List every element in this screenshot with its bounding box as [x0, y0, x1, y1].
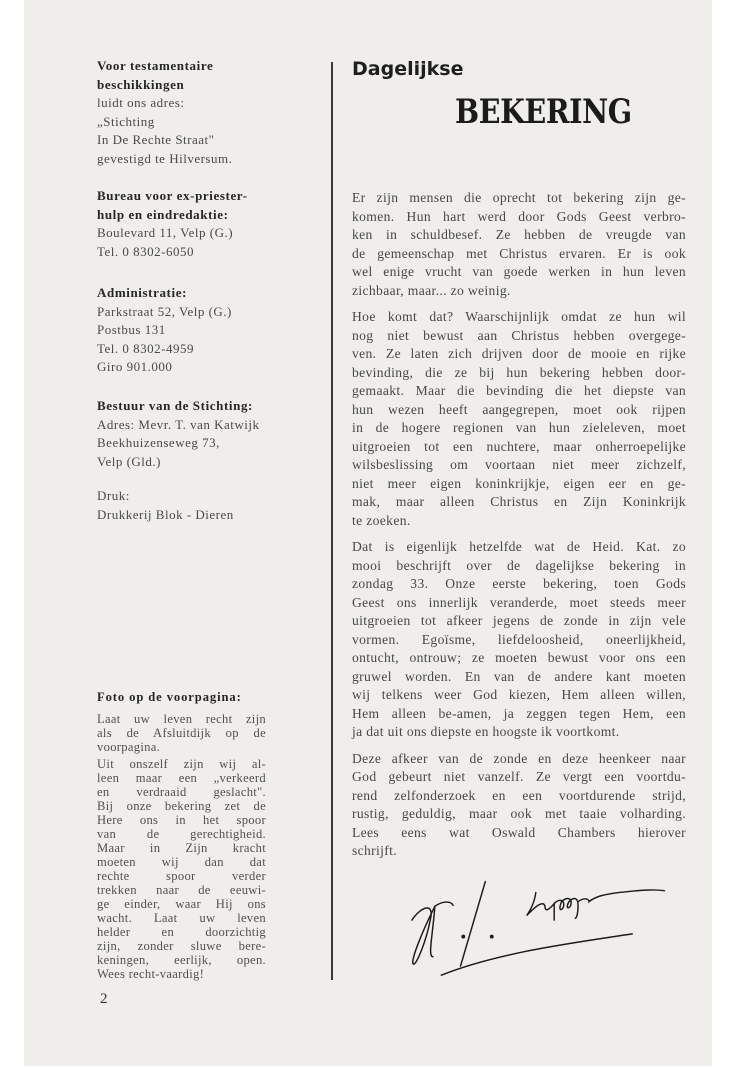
colophon-line: In De Rechte Straat"	[97, 132, 215, 148]
text-line: ontucht, ontrouw; ze moeten bewust voor ons een	[352, 650, 686, 665]
text-line: nog niet bewust aan Christus hebben overgege-	[352, 327, 686, 343]
colophon-block	[97, 187, 322, 261]
colophon-line: Giro 901.000	[97, 359, 173, 375]
text-line: rechte spoor verder	[97, 869, 266, 883]
colophon-block	[97, 397, 322, 471]
text-line: ken in schuldbesef. Ze hebben de vreugde van	[352, 227, 686, 242]
cover-photo-heading: Foto op de voorpagina:	[97, 690, 242, 704]
text-line: wel enige vrucht van goede werken in hun leven	[352, 264, 686, 279]
text-line: Laat uw leven recht zijn	[97, 712, 266, 726]
colophon-line: Tel. 0 8302-6050	[97, 243, 194, 259]
text-line: leen maar een „verkeerd	[97, 771, 266, 785]
colophon-line: Tel. 0 8302-4959	[97, 340, 194, 356]
text-line: gemaakt. Maar die bevinding die het diepste van	[352, 383, 686, 398]
text-line: komen. Hun hart werd door Gods Geest verbro-	[352, 208, 686, 224]
text-line: ven. Ze laten zich drijven door de mooie en rijke	[352, 346, 686, 361]
text-line: uitgroeien tot afkeer jegens de zonde in zijn vele	[352, 613, 686, 628]
text-line: als de Afsluitdijk op de	[97, 726, 266, 740]
text-line: te zoeken.	[352, 512, 411, 528]
text-line: mak, maar alleen Christus en Zijn Koninkrijk	[352, 494, 686, 509]
colophon-heading: Bureau voor ex-priester-	[97, 188, 248, 203]
text-line: ge einder, waar Hij ons	[97, 897, 266, 911]
text-line: zijn, zonder sluwe bere-	[97, 939, 266, 953]
cover-photo-paragraph	[97, 757, 266, 981]
signature	[395, 865, 695, 977]
cover-photo-paragraph	[97, 712, 266, 754]
colophon-heading: Bestuur van de Stichting:	[97, 398, 253, 413]
text-line: rend zelfonderzoek en een voortdurende strijd,	[352, 787, 686, 803]
article-title-large: BEKERING	[455, 92, 632, 132]
text-line: en verdraaid geslacht".	[97, 785, 266, 799]
text-line: Geest ons innerlijk veranderde, moet steeds meer	[352, 594, 686, 610]
page-number: 2	[100, 991, 108, 1007]
colophon-block	[97, 284, 322, 377]
colophon-heading: Administratie:	[97, 285, 187, 300]
colophon-line: Druk:	[97, 488, 130, 503]
text-line: Lees eens wat Oswald Chambers hierover	[352, 824, 686, 840]
colophon-line: gevestigd te Hilversum.	[97, 150, 233, 166]
colophon-line: Velp (Gld.)	[97, 453, 161, 469]
text-line: hun wezen heeft aangegrepen, moet ook rijpen	[352, 401, 686, 417]
text-line: ja dat uit ons diepste en hoogste ik voortkomt.	[352, 724, 620, 739]
text-line: voorpagina.	[97, 740, 161, 754]
colophon-line: Parkstraat 52, Velp (G.)	[97, 303, 232, 319]
text-line: uitgroeien tot een nuchtere, maar onherroepelijke	[352, 438, 686, 454]
text-line: Bij onze bekering zet de	[97, 799, 266, 813]
colophon-line: Beekhuizenseweg 73,	[97, 435, 220, 451]
text-line: zondag 33. Onze eerste bekering, toen Gods	[352, 576, 686, 591]
text-line: keningen, eerlijk, open.	[97, 953, 266, 967]
colophon-heading: Voor testamentaire	[97, 58, 214, 73]
text-line: de gemeenschap met Christus ervaren. Er is ook	[352, 245, 686, 261]
article-body	[352, 189, 686, 869]
text-line: rustig, geduldig, maar ook met taaie volharding.	[352, 806, 686, 821]
text-line: bevinding, die ze bij hun bekering hebben door-	[352, 364, 686, 380]
article-paragraph	[352, 538, 686, 742]
text-line: Here ons in het spoor	[97, 813, 266, 827]
text-line: Hoe komt dat? Waarschijnlijk omdat ze hun wil	[352, 309, 686, 324]
text-line: Er zijn mensen die oprecht tot bekering zijn ge-	[352, 190, 686, 205]
colophon-block	[97, 57, 322, 169]
article-paragraph	[352, 308, 686, 530]
text-line: moeten wij dan dat	[97, 855, 266, 869]
text-line: Hem alleen be-amen, ja zeggen tegen Hem, een	[352, 705, 686, 721]
colophon-block	[97, 487, 322, 524]
text-line: God gebeurt niet vanzelf. Ze vergt een voortdu-	[352, 769, 686, 784]
colophon-line: Postbus 131	[97, 322, 166, 338]
colophon-heading: hulp en eindredaktie:	[97, 206, 229, 222]
article-paragraph	[352, 189, 686, 300]
text-line: Uit onszelf zijn wij al-	[97, 757, 266, 771]
text-line: schrijft.	[352, 843, 398, 858]
text-line: Dat is eigenlijk hetzelfde wat de Heid. Kat. zo	[352, 539, 686, 554]
colophon-line: Boulevard 11, Velp (G.)	[97, 225, 234, 241]
article-title-small: Dagelijkse	[352, 58, 464, 80]
text-line: vormen. Egoïsme, liefdeloosheid, oneerlijkheid,	[352, 631, 686, 647]
text-line: in de hogere regionen van hun zieleleven, moet	[352, 420, 686, 435]
colophon-line: „Stichting	[97, 113, 155, 129]
text-line: Wees recht-vaardig!	[97, 967, 205, 981]
text-line: wij telkens weer God kiezen, Hem alleen willen,	[352, 687, 686, 702]
cover-photo-note	[97, 690, 266, 984]
text-line: helder en doorzichtig	[97, 925, 266, 939]
colophon-heading: beschikkingen	[97, 76, 185, 92]
text-line: zichbaar, maar... zo weinig.	[352, 282, 511, 298]
text-line: trekken naar de eeuwi-	[97, 883, 266, 897]
text-line: mooi beschrijft over de dagelijkse bekering in	[352, 557, 686, 573]
text-line: Deze afkeer van de zonde en deze heenkeer naar	[352, 750, 686, 766]
colophon-line: Adres: Mevr. T. van Katwijk	[97, 416, 260, 432]
text-line: gruwel worden. En van de andere kant moeten	[352, 668, 686, 684]
text-line: wacht. Laat uw leven	[97, 911, 266, 925]
colophon-line: Drukkerij Blok - Dieren	[97, 506, 234, 522]
colophon-line: luidt ons adres:	[97, 95, 185, 111]
column-divider	[331, 62, 333, 980]
text-line: van de gerechtigheid.	[97, 827, 266, 841]
text-line: Maar in Zijn kracht	[97, 841, 266, 855]
text-line: wilsbeslissing om voortaan niet meer zichzelf,	[352, 457, 686, 472]
article-paragraph	[352, 750, 686, 861]
text-line: niet meer eigen koninkrijkje, eigen eer en ge-	[352, 475, 686, 491]
